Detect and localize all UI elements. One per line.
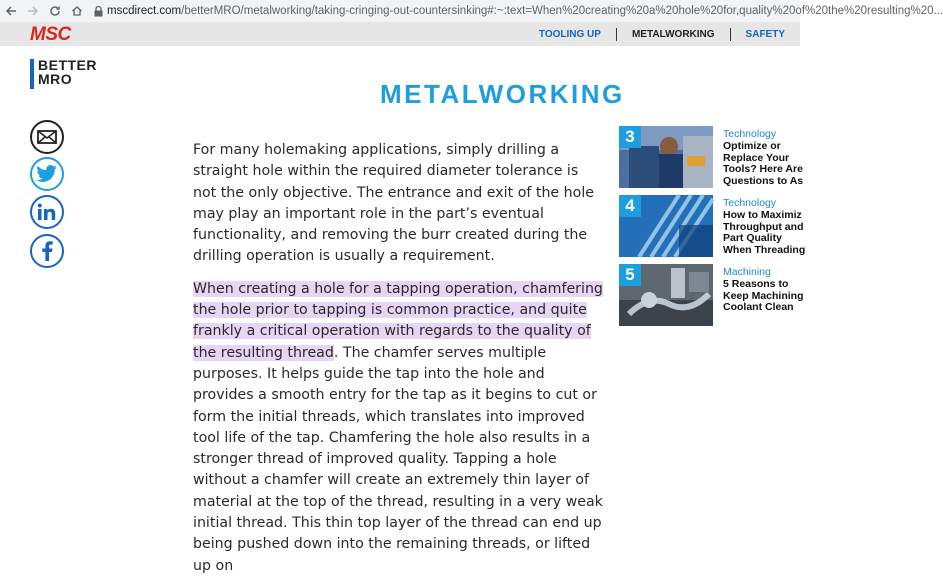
section-title: METALWORKING <box>380 79 625 109</box>
article-thumbnail[interactable] <box>619 126 713 188</box>
related-title[interactable]: 5 Reasons to Keep Machining Coolant Clean <box>723 278 804 313</box>
related-article[interactable] <box>619 264 809 328</box>
lock-icon <box>94 4 103 18</box>
share-linkedin-button[interactable] <box>30 195 64 229</box>
url-host: mscdirect.com <box>107 5 182 17</box>
related-title[interactable]: Optimize or Replace Your Tools? Here Are Questions to As <box>723 140 804 187</box>
article-body <box>193 140 605 588</box>
share-email-button[interactable] <box>30 120 64 154</box>
forward-button[interactable] <box>22 0 44 22</box>
envelope-icon <box>37 130 57 144</box>
linkedin-icon <box>37 203 57 221</box>
article-thumbnail[interactable] <box>619 264 713 326</box>
article-thumbnail[interactable] <box>619 195 713 257</box>
reload-icon <box>49 5 61 17</box>
home-button[interactable] <box>66 0 88 22</box>
related-article[interactable] <box>619 126 809 190</box>
address-bar[interactable] <box>94 2 943 20</box>
highlighted-text: When creating a hole for a tapping operation, chamfering the hole prior to tapping is common practice, and quite frankly a critical operation with regards to the quality of the resulting thread <box>193 280 603 361</box>
paragraph-text: . The chamfer serves multiple purposes. It helps guide the tap into the hole and provides a smooth entry for the tap as it begins to cut or form the initial threads, which translates into improved tool life of the tap. Chamfering the hole also results in a stronger thread of improved quality. Tapping a hole without a chamfer will create an extremely thin layer of material at the top of the thread, resulting in a very weak initial thread. This thin top layer of the thread can end up being pushed down into the remaining threads, or lifted up on <box>193 344 603 574</box>
nav-metalworking[interactable]: METALWORKING <box>631 28 715 40</box>
forward-arrow-icon <box>27 5 39 17</box>
home-icon <box>71 5 83 17</box>
rank-badge: 4 <box>619 195 641 217</box>
nav-safety[interactable]: SAFETY <box>745 28 785 40</box>
related-article[interactable] <box>619 195 809 259</box>
related-category[interactable]: Machining <box>723 266 771 278</box>
top-navigation <box>524 22 800 46</box>
logo-line-2: MRO <box>38 71 73 87</box>
reload-button[interactable] <box>44 0 66 22</box>
article-paragraph <box>193 279 605 577</box>
rank-badge: 3 <box>619 126 641 148</box>
browser-toolbar <box>0 0 943 22</box>
related-category[interactable]: Technology <box>723 128 777 140</box>
site-header <box>0 22 800 46</box>
article-paragraph: For many holemaking applications, simply drilling a straight hole within the required diameter tolerance is not the only objective. The entrance and exit of the hole may play an important role in the part’s eventual functionality, and removing the burr created during the drilling operation is usually a requirement. <box>193 142 595 265</box>
logo-line-1: BETTER <box>38 57 97 73</box>
related-title[interactable]: How to Maximiz Throughput and Part Quality When Threading <box>723 209 806 256</box>
share-twitter-button[interactable] <box>30 157 64 191</box>
twitter-bird-icon <box>36 165 58 183</box>
back-arrow-icon <box>5 5 17 17</box>
better-mro-logo[interactable] <box>30 58 97 89</box>
url-path: /betterMRO/metalworking/taking-cringing-out-countersinking#:~:text=When%20creating%20a%20hole%20for,quality%20of%20the%20resulting%20... <box>181 5 943 17</box>
nav-tooling-up[interactable]: TOOLING UP <box>538 28 601 40</box>
back-button[interactable] <box>0 0 22 22</box>
facebook-f-icon <box>41 241 53 261</box>
rank-badge: 5 <box>619 264 641 286</box>
logo-bar <box>30 59 34 89</box>
share-facebook-button[interactable] <box>30 234 64 268</box>
msc-logo[interactable]: MSC <box>30 24 71 45</box>
related-category[interactable]: Technology <box>723 197 777 209</box>
